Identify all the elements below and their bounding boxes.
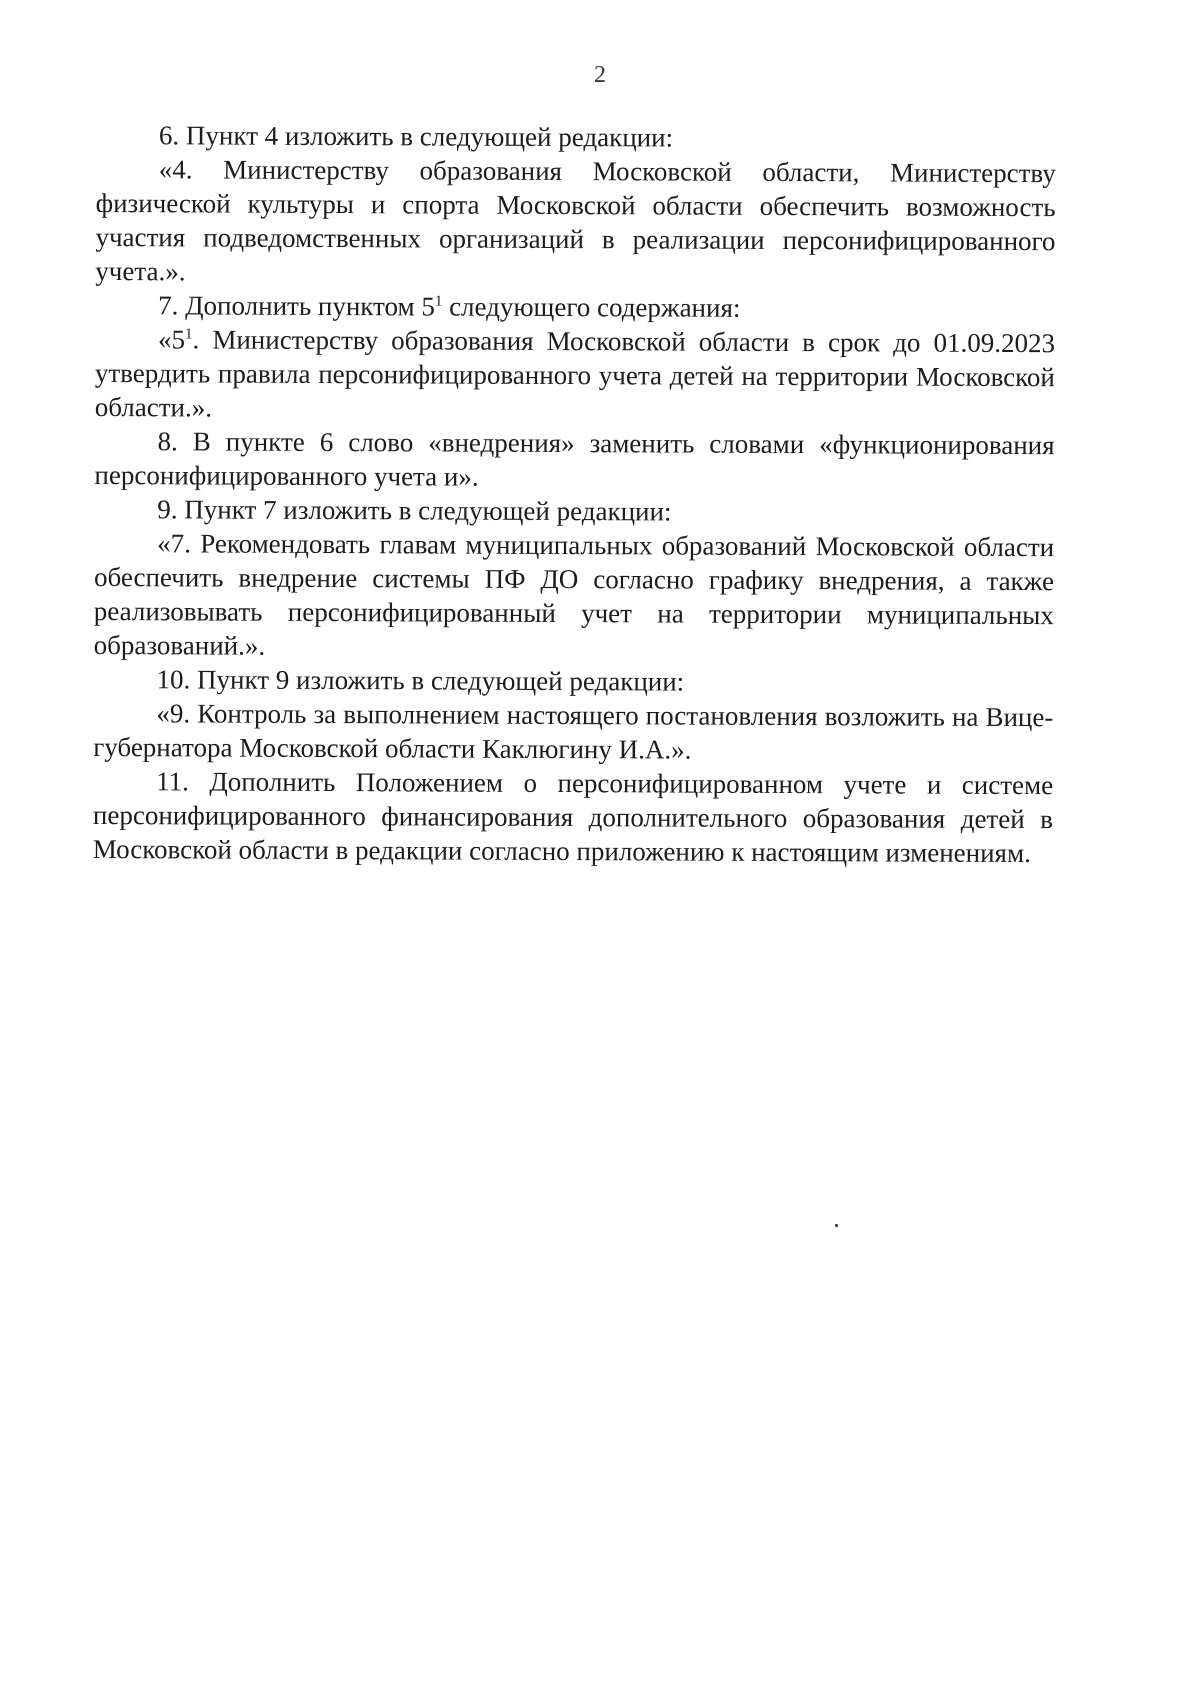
paragraph-item-7-text: «7. Рекомендовать главам муниципальных образований Московской области обеспечить внедрение системы ПФ ДО согласно графику внедрения, а также реализовывать персонифицированный учет на территории муниципальных образований.». bbox=[93, 528, 1055, 661]
document-body bbox=[93, 118, 1056, 870]
page-number: 2 bbox=[594, 62, 606, 88]
paragraph-item-5-1-before: «5 bbox=[157, 324, 186, 355]
superscript-index: 1 bbox=[434, 293, 443, 310]
paragraph-item-8: 8. В пункте 6 слово «внедрения» заменить словами «функционирования персонифицированного учета и». bbox=[94, 426, 1055, 492]
paragraph-item-7-before: 7. Дополнить пунктом 5 bbox=[158, 290, 435, 322]
paragraph-item-7-after: следующего содержания: bbox=[442, 291, 741, 323]
paragraph-item-5-1-text bbox=[95, 322, 1055, 428]
paragraph-item-6: 6. Пункт 4 изложить в следующей редакции: bbox=[158, 120, 674, 153]
paragraph-item-7 bbox=[95, 288, 1055, 326]
paragraph-item-10: 10. Пункт 9 изложить в следующей редакции: bbox=[156, 664, 685, 697]
scan-speck bbox=[835, 1224, 838, 1227]
superscript-index: 1 bbox=[185, 326, 193, 343]
paragraph-item-9-text: «9. Контроль за выполнением настоящего постановления возложить на Вице-губернатора Московской области Каклюгину И.А.». bbox=[93, 698, 1054, 765]
paragraph-item-4-text: «4. Министерству образования Московской области, Министерству физической культуры и спорта Московской области обеспечить возможность участия подведомственных организаций в реализации персонифицированного учета.». bbox=[95, 154, 1056, 287]
paragraph-item-9: 9. Пункт 7 изложить в следующей редакции: bbox=[157, 494, 672, 527]
paragraph-item-5-1-after: . Министерству образования Московской области в срок до 01.09.2023 утвердить правила персонифицированного учета детей на территории Московской области.». bbox=[94, 324, 1056, 423]
paragraph-item-11: 11. Дополнить Положением о персонифицированном учете и системе персонифицированного финансирования дополнительного образования детей в Московской области в редакции согласно приложению к настоящим изменениям. bbox=[92, 766, 1054, 869]
